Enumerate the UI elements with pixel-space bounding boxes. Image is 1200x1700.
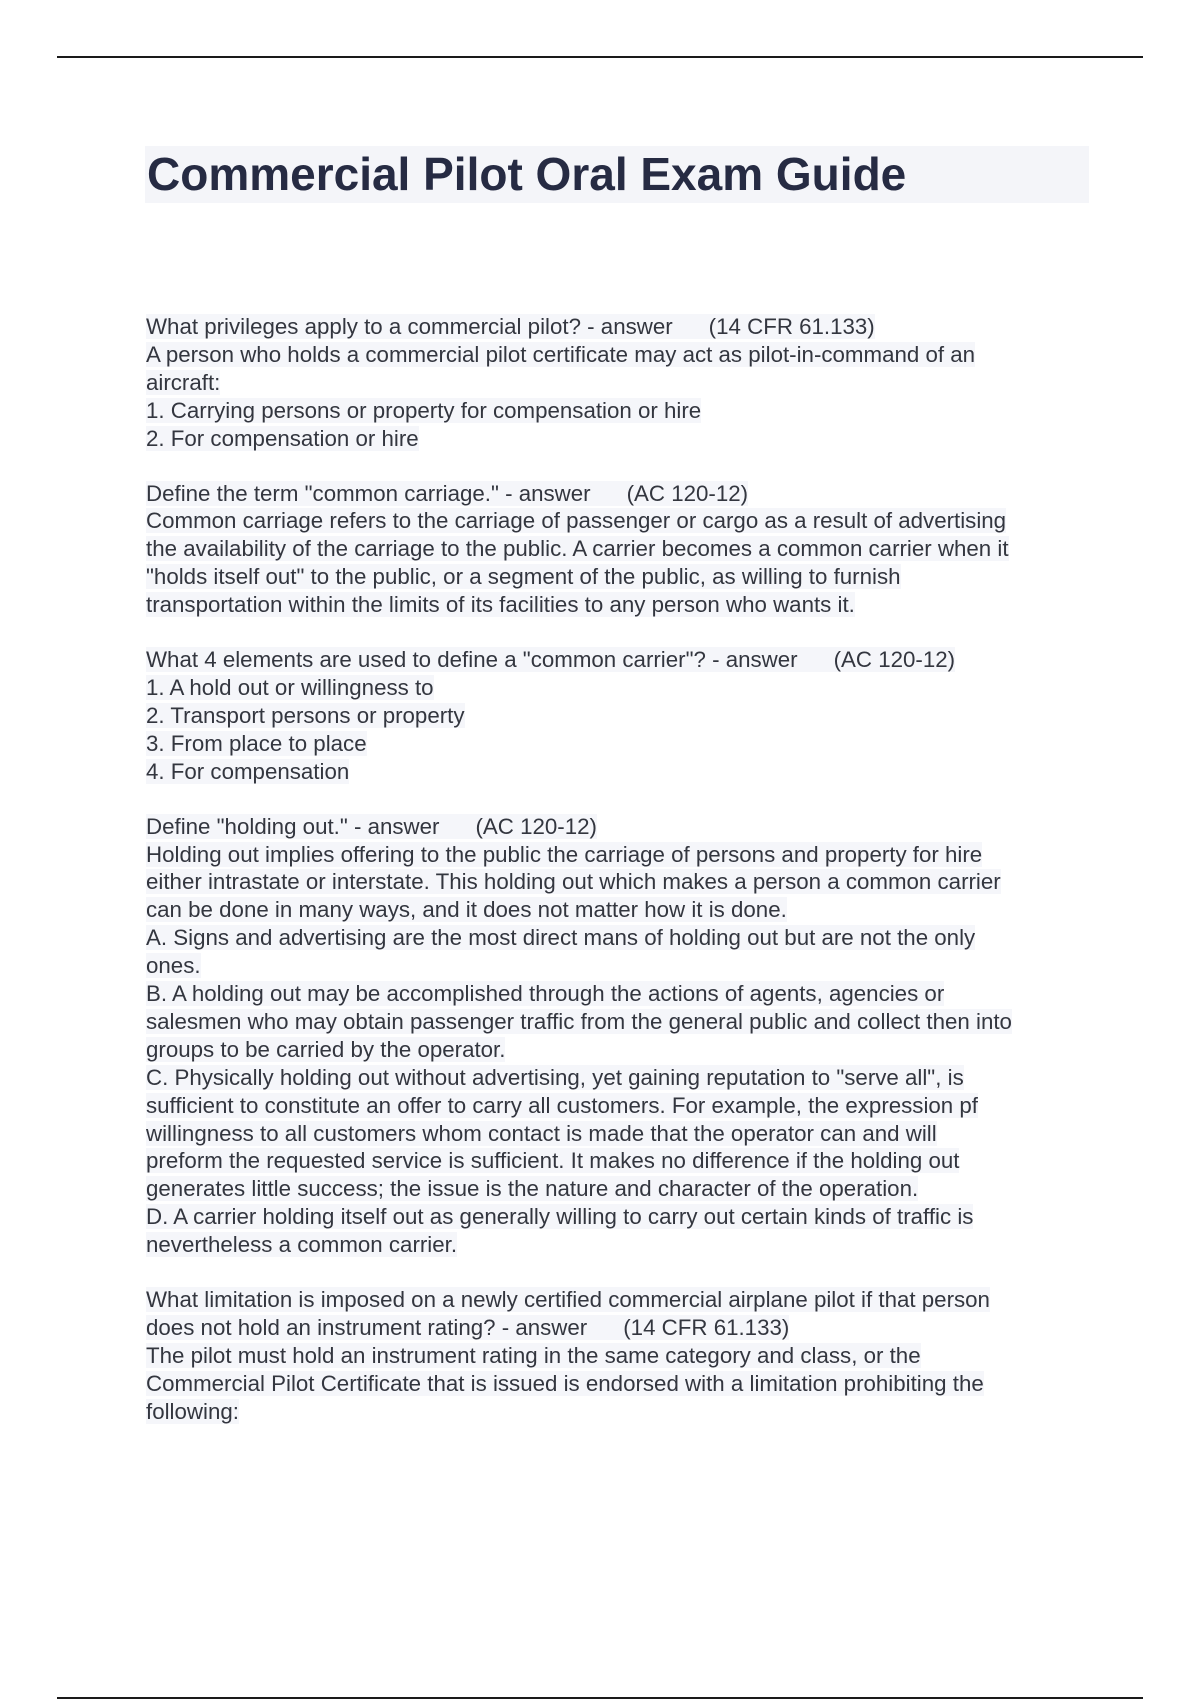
answer-line: "holds itself out" to the public, or a segment of the public, as willing to furnish [146,564,901,590]
qa-item [146,313,1092,453]
answer-line: following: [146,1398,239,1424]
answer-line: A person who holds a commercial pilot certificate may act as pilot-in-command of an [146,341,976,367]
reference-text: (14 CFR 61.133) [623,1315,790,1340]
answer-line: salesmen who may obtain passenger traffic from the general public and collect then into [146,1008,1012,1034]
question-line [146,646,1092,674]
question-line [146,813,1092,841]
answer-line: Commercial Pilot Certificate that is issued is endorsed with a limitation prohibiting the [146,1370,984,1396]
answer-line: either intrastate or interstate. This holding out which makes a person a common carrier [146,869,1001,895]
question-text: What 4 elements are used to define a "common carrier"? - answer [146,647,798,673]
question-text: does not hold an instrument rating? - answer [146,1315,588,1340]
top-rule [57,56,1143,58]
answer-line: nevertheless a common carrier. [146,1232,458,1258]
answer-line: can be done in many ways, and it does not matter how it is done. [146,897,787,923]
qa-item [146,813,1092,1260]
question-line [146,313,1092,341]
answer-line: 1. Carrying persons or property for compensation or hire [146,397,702,423]
question-text: What privileges apply to a commercial pilot? - answer [146,314,673,339]
answer-line: willingness to all customers whom contact is made that the operator can and will [146,1120,937,1146]
answer-line: groups to be carried by the operator. [146,1036,506,1062]
answer-line: D. A carrier holding itself out as generally willing to carry out certain kinds of traffic is [146,1204,974,1230]
question-text: Define "holding out." - answer [146,813,440,839]
reference-text: (AC 120-12) [833,647,956,673]
answer-line: A. Signs and advertising are the most direct mans of holding out but are not the only [146,925,976,951]
answer-line: preform the requested service is sufficient. It makes no difference if the holding out [146,1148,960,1174]
answer-line: ones. [146,953,201,979]
question-line [146,480,1092,508]
answer-line: sufficient to constitute an offer to carry all customers. For example, the expression pf [146,1092,978,1118]
reference-text: (AC 120-12) [626,480,749,506]
answer-line: C. Physically holding out without advertising, yet gaining reputation to "serve all", is [146,1064,964,1090]
answer-line: Common carriage refers to the carriage of passenger or cargo as a result of advertising [146,508,1007,534]
question-text: What limitation is imposed on a newly certified commercial airplane pilot if that person [146,1287,990,1313]
answer-line: 4. For compensation [146,758,350,784]
bottom-rule [57,1697,1143,1699]
answer-line: transportation within the limits of its facilities to any person who wants it. [146,592,855,618]
reference-text: (14 CFR 61.133) [708,314,875,339]
qa-item [146,480,1092,620]
question-line [146,1286,1092,1314]
answer-line: aircraft: [146,369,221,395]
question-line [146,1314,1092,1342]
answer-line: 2. For compensation or hire [146,425,419,451]
answer-line: 1. A hold out or willingness to [146,674,434,700]
answer-line: 3. From place to place [146,730,367,756]
reference-text: (AC 120-12) [475,813,597,839]
qa-item [146,1286,1092,1426]
answer-line: the availability of the carriage to the public. A carrier becomes a common carrier when it [146,536,1009,562]
answer-line: 2. Transport persons or property [146,702,465,728]
page-title: Commercial Pilot Oral Exam Guide [145,146,1089,203]
answer-line: generates little success; the issue is the nature and character of the operation. [146,1176,919,1202]
answer-line: Holding out implies offering to the public the carriage of persons and property for hire [146,841,983,867]
answer-line: B. A holding out may be accomplished through the actions of agents, agencies or [146,981,945,1007]
qa-list [146,313,1092,1426]
question-text: Define the term "common carriage." - answer [146,480,591,506]
answer-line: The pilot must hold an instrument rating in the same category and class, or the [146,1342,921,1368]
qa-item [146,646,1092,786]
